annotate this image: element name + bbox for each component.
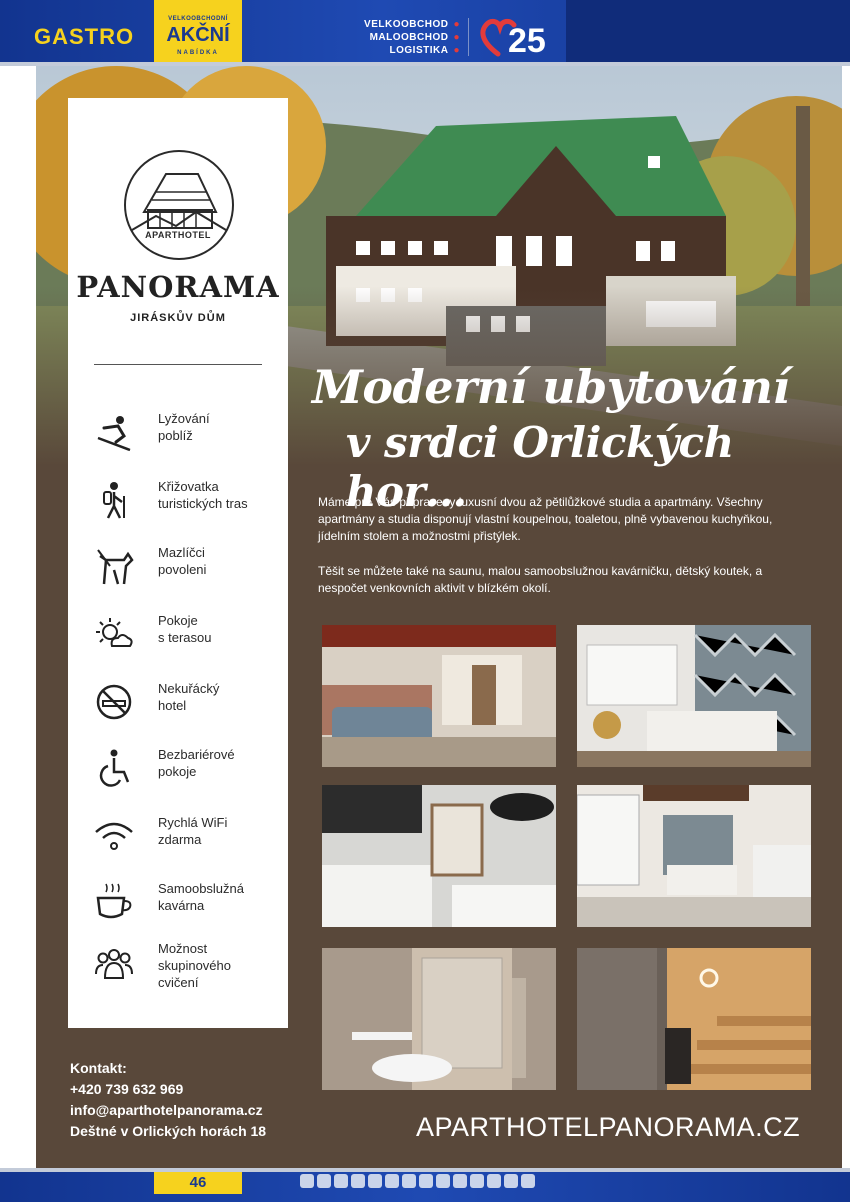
- feature-item: [94, 410, 274, 458]
- contact-address: Deštné v Orlických horách 18: [70, 1123, 267, 1139]
- room-photo-living: [322, 625, 556, 767]
- feature-label: Křižovatka: [158, 479, 219, 494]
- header-right-block: [566, 0, 850, 62]
- feature-label: Nekuřácký: [158, 681, 220, 696]
- category-icon: [504, 1174, 518, 1188]
- chalet-icon: [126, 152, 232, 258]
- description-paragraph: Máme pro Vás připraveny luxusní dvou až pětilůžkové studia a apartmány. Všechny apartmány a studia disponují vlastní koupelnou, toaletou, plně vybavenou kuchyňkou, jídelním stolem a možnostmi přistýlek.: [318, 495, 773, 543]
- feature-label: skupinového: [158, 958, 231, 973]
- feature-label: Mazlíčci: [158, 545, 205, 560]
- akcni-top-label: VELKOOBCHODNÍ: [168, 16, 228, 22]
- group-icon: [94, 946, 134, 986]
- feature-label: Pokoje: [158, 613, 198, 628]
- feature-label: Možnost: [158, 941, 208, 956]
- features-card: [68, 98, 288, 1028]
- category-icon: [419, 1174, 433, 1188]
- room-photo-bathroom: [322, 948, 556, 1090]
- coffee-icon: [94, 882, 134, 922]
- hiker-icon: [94, 480, 134, 520]
- category-icon: [453, 1174, 467, 1188]
- room-photo-kitchen: [322, 785, 556, 927]
- sun-cloud-icon: [94, 614, 134, 654]
- skier-icon: [94, 412, 134, 452]
- feature-label: pokoje: [158, 764, 197, 779]
- feature-label: Bezbariérové: [158, 747, 235, 762]
- contact-block: [70, 1058, 330, 1142]
- feature-item: [94, 544, 274, 592]
- contact-phone[interactable]: +420 739 632 969: [70, 1081, 184, 1097]
- slogan-line-2: v srdci Orlických hor…: [346, 418, 734, 516]
- service-item: VELKOOBCHOD: [364, 19, 449, 30]
- contact-email[interactable]: info@aparthotelpanorama.cz: [70, 1102, 263, 1118]
- services-list: VELKOOBCHOD ● MALOOBCHOD ● LOGISTIKA ●: [364, 19, 460, 56]
- feature-label: s terasou: [158, 630, 212, 645]
- feature-label: Rychlá WiFi: [158, 815, 228, 830]
- header-divider: [468, 18, 469, 56]
- feature-label: Lyžování: [158, 411, 210, 426]
- hotel-subtitle: JIRÁSKŮV DŮM: [130, 312, 226, 324]
- slogan-line-1: Moderní ubytování: [312, 360, 790, 414]
- category-icon: [521, 1174, 535, 1188]
- badge-number: 25: [508, 22, 546, 60]
- category-icon: [300, 1174, 314, 1188]
- anniversary-badge: [478, 14, 558, 60]
- feature-label: kavárna: [158, 898, 205, 913]
- website-link[interactable]: APARTHOTELPANORAMA.CZ: [416, 1112, 801, 1142]
- feature-label: zdarma: [158, 832, 202, 847]
- feature-item: [94, 746, 274, 794]
- heart-icon: [478, 14, 558, 60]
- akcni-nabidka-badge: [154, 0, 242, 62]
- hotel-logo: [124, 150, 234, 260]
- room-photo-sauna: [577, 948, 811, 1090]
- akcni-label: AKČNÍ: [166, 24, 230, 46]
- card-divider: [94, 364, 262, 365]
- feature-label: turistických tras: [158, 496, 248, 511]
- contact-label: Kontakt:: [70, 1060, 127, 1076]
- pet-icon: [94, 546, 134, 586]
- category-icon: [334, 1174, 348, 1188]
- category-icon: [351, 1174, 365, 1188]
- feature-item: [94, 680, 274, 728]
- category-icon: [470, 1174, 484, 1188]
- akcni-bottom-label: NABÍDKA: [177, 50, 219, 56]
- hotel-name: PANORAMA: [76, 270, 280, 304]
- footer-category-icons: [300, 1174, 540, 1192]
- feature-item: [94, 814, 274, 862]
- no-smoking-icon: [94, 682, 134, 722]
- feature-item: [94, 478, 274, 526]
- service-item: MALOOBCHOD: [369, 32, 449, 43]
- room-photo-studio: [577, 785, 811, 927]
- page-number: 46: [154, 1172, 242, 1194]
- category-icon: [436, 1174, 450, 1188]
- category-icon: [385, 1174, 399, 1188]
- category-icon: [368, 1174, 382, 1188]
- description-paragraph: Těšit se můžete také na saunu, malou samoobslužnou kavárničku, dětský koutek, a nespočet venkovních aktivit v blízkém okolí.: [318, 564, 763, 595]
- feature-item: [94, 880, 274, 928]
- category-icon: [487, 1174, 501, 1188]
- page-header: [0, 0, 850, 62]
- wifi-icon: [94, 816, 134, 856]
- gastro-logo: GASTRO: [34, 24, 135, 49]
- category-icon: [317, 1174, 331, 1188]
- feature-label: hotel: [158, 698, 187, 713]
- feature-label: cvičení: [158, 975, 199, 990]
- feature-label: Samoobslužná: [158, 881, 244, 896]
- feature-label: poblíž: [158, 428, 193, 443]
- feature-item: [94, 612, 274, 660]
- feature-item: [94, 940, 274, 1000]
- feature-label: povoleni: [158, 562, 207, 577]
- service-item: LOGISTIKA: [389, 45, 449, 56]
- room-photo-bedroom: [577, 625, 811, 767]
- category-icon: [402, 1174, 416, 1188]
- wheelchair-icon: [94, 748, 134, 788]
- logo-label: APARTHOTEL: [145, 230, 211, 240]
